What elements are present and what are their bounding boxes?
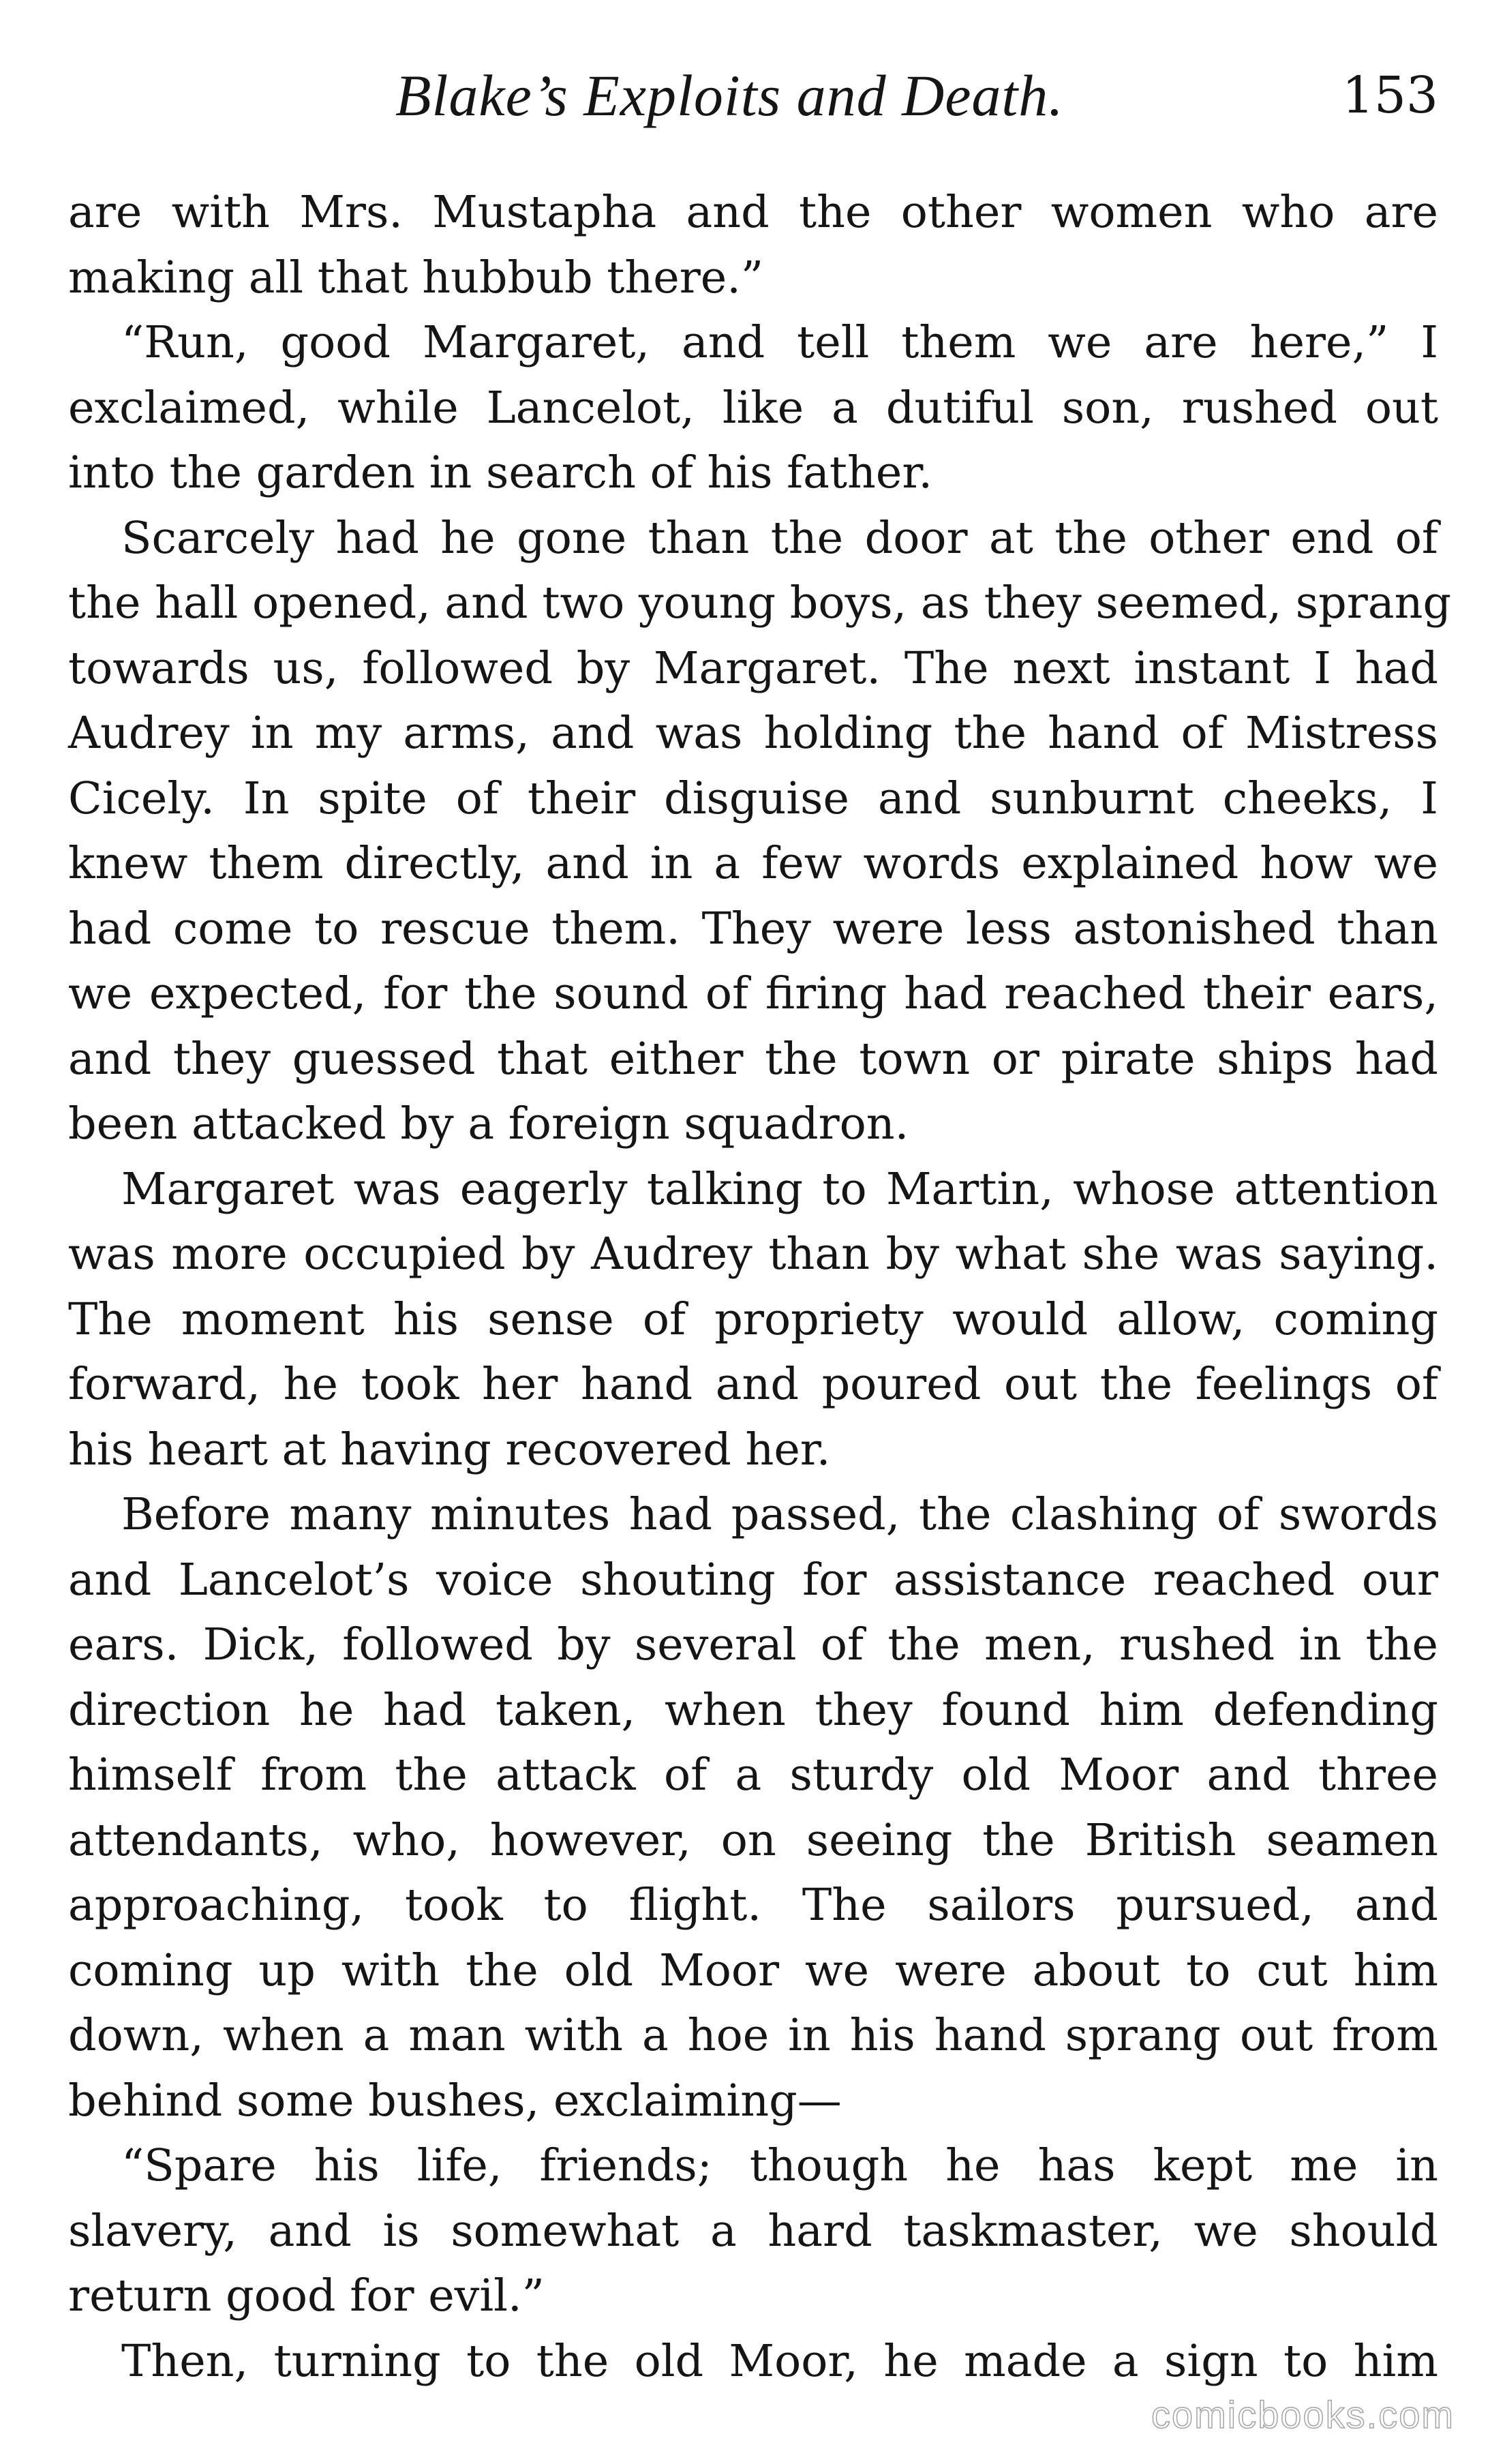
text-line: slavery, and is somewhat a hard taskmaster, we should	[68, 2205, 1438, 2257]
text-line: are with Mrs. Mustapha and the other women who are	[68, 187, 1438, 238]
text-line: behind some bushes, exclaiming—	[68, 2075, 842, 2127]
text-line: ears. Dick, followed by several of the men, rushed in the	[68, 1619, 1438, 1670]
text-line: towards us, followed by Margaret. The next instant I had	[68, 642, 1438, 694]
text-line: been attacked by a foreign squadron.	[68, 1098, 909, 1150]
text-line: exclaimed, while Lancelot, like a dutiful son, rushed out	[68, 382, 1438, 434]
text-line: Audrey in my arms, and was holding the hand of Mistress	[68, 708, 1438, 759]
text-line: coming up with the old Moor we were about to cut him	[68, 1944, 1438, 1996]
text-line: attendants, who, however, on seeing the British seamen	[68, 1814, 1438, 1866]
text-line: himself from the attack of a sturdy old Moor and three	[68, 1749, 1438, 1801]
text-line: “Run, good Margaret, and tell them we are here,” I	[121, 317, 1438, 368]
text-line: Margaret was eagerly talking to Martin, whose attention	[121, 1163, 1438, 1215]
text-line: was more occupied by Audrey than by what she was saying.	[68, 1229, 1438, 1280]
text-line: The moment his sense of propriety would allow, coming	[68, 1293, 1438, 1345]
text-line: forward, he took her hand and poured out the feelings of	[68, 1359, 1438, 1410]
text-line: knew them directly, and in a few words explained how we	[68, 838, 1438, 889]
text-line: we expected, for the sound of firing had reached their ears,	[68, 968, 1438, 1019]
text-line: and they guessed that either the town or pirate ships had	[68, 1033, 1438, 1085]
text-line: the hall opened, and two young boys, as they seemed, sprang	[68, 577, 1452, 629]
text-line: Before many minutes had passed, the clashing of swords	[121, 1489, 1438, 1540]
body-text	[68, 180, 1452, 2394]
running-title: Blake’s Exploits and Death.	[395, 63, 1064, 128]
running-header	[68, 55, 1438, 136]
text-line: Cicely. In spite of their disguise and sunburnt cheeks, I	[68, 772, 1438, 824]
text-line: direction he had taken, when they found him defending	[68, 1684, 1438, 1736]
text-line: return good for evil.”	[68, 2270, 545, 2322]
text-line: approaching, took to flight. The sailors pursued, and	[68, 1880, 1438, 1931]
text-line: Then, turning to the old Moor, he made a sign to him	[121, 2335, 1438, 2387]
text-line: making all that hubbub there.”	[68, 252, 764, 303]
page-number: 153	[1341, 66, 1438, 125]
watermark: comicbooks.com	[1151, 2393, 1455, 2436]
text-line: “Spare his life, friends; though he has kept me in	[121, 2140, 1438, 2191]
text-line: his heart at having recovered her.	[68, 1424, 831, 1475]
text-line: had come to rescue them. They were less astonished than	[68, 903, 1438, 955]
text-line: and Lancelot’s voice shouting for assistance reached our	[68, 1554, 1438, 1606]
text-line: into the garden in search of his father.	[68, 447, 932, 498]
text-line: down, when a man with a hoe in his hand sprang out from	[68, 2010, 1438, 2061]
text-line: Scarcely had he gone than the door at the other end of	[121, 512, 1438, 564]
